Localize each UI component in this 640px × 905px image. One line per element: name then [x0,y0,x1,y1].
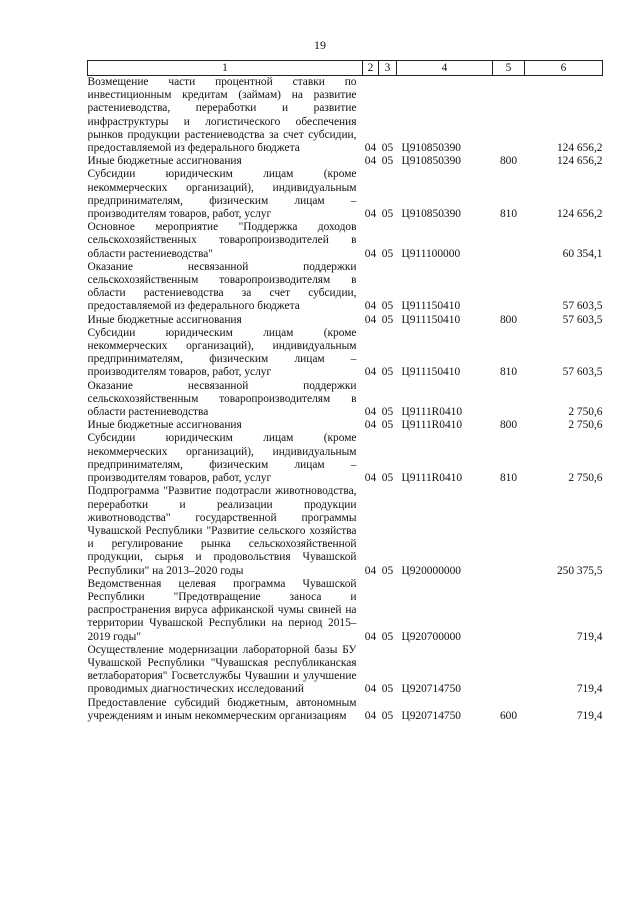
row-section-cell: 04 [364,419,377,432]
row-name-cell: Ведомственная целевая программа Чувашской Республики "Предотвращение заноса и распространения вируса африканской чумы свиней на территории Чувашской Республики на период 2015–2019 годы" [87,577,357,643]
row-name-cell: Субсидии юридическим лицам (кроме некоммерческих организаций), индивидуальным предпринимателям, физическим лицам – производителям товаров, работ, услуг [87,432,357,485]
row-amount-cell: 60 354,1 [562,247,603,260]
budget-table [87,60,603,723]
row-amount-cell: 250 375,5 [556,564,603,577]
column-header-subsection: 3 [379,61,397,76]
row-target-code-cell: Ц910850390 [401,208,461,221]
row-amount-cell: 57 603,5 [562,313,603,326]
row-amount-cell: 2 750,6 [568,472,603,485]
row-subsection-cell: 05 [381,564,394,577]
row-target-code-cell: Ц9111R0410 [401,419,463,432]
row-target-code-cell: Ц911150410 [401,300,461,313]
row-name-cell: Иные бюджетные ассигнования [87,313,242,326]
row-expense-type-cell: 810 [499,472,518,485]
table-row [88,168,603,221]
table-row [88,419,603,432]
row-section-cell: 04 [364,300,377,313]
row-expense-type-cell: 810 [499,366,518,379]
row-section-cell: 04 [364,564,377,577]
row-section-cell: 04 [364,683,377,696]
row-subsection-cell: 05 [381,472,394,485]
row-name-cell: Субсидии юридическим лицам (кроме некоммерческих организаций), индивидуальным предпринимателям, физическим лицам – производителям товаров, работ, услуг [87,326,357,379]
row-section-cell: 04 [364,709,377,722]
row-section-cell: 04 [364,406,377,419]
table-body [88,76,603,723]
table-row [88,432,603,485]
table-row [88,644,603,697]
row-expense-type-cell: 810 [499,208,518,221]
row-target-code-cell: Ц911150410 [401,313,461,326]
row-subsection-cell: 05 [381,406,394,419]
row-expense-type-cell [493,485,525,577]
row-expense-type-cell [493,380,525,420]
row-expense-type-cell [493,578,525,644]
row-section-cell: 04 [364,208,377,221]
row-expense-type-cell [493,221,525,261]
row-target-code-cell: Ц9111R0410 [401,472,463,485]
row-amount-cell: 2 750,6 [568,406,603,419]
row-amount-cell: 57 603,5 [562,300,603,313]
row-target-code-cell: Ц9111R0410 [401,406,463,419]
column-header-amount: 6 [525,61,603,76]
row-section-cell: 04 [364,142,377,155]
row-subsection-cell: 05 [381,313,394,326]
row-section-cell: 04 [364,155,377,168]
column-header-expense-type: 5 [493,61,525,76]
row-section-cell: 04 [364,366,377,379]
row-subsection-cell: 05 [381,683,394,696]
row-target-code-cell: Ц910850390 [401,155,461,168]
row-name-cell: Основное мероприятие "Поддержка доходов сельскохозяйственных товаропроизводителей в области растениеводства" [87,221,357,260]
row-name-cell: Оказание несвязанной поддержки сельскохозяйственным товаропроизводителям в области растениеводства за счет субсидии, предоставляемой из федерального бюджета [87,260,357,313]
column-header-section: 2 [363,61,379,76]
row-subsection-cell: 05 [381,208,394,221]
row-target-code-cell: Ц920714750 [401,709,461,722]
row-amount-cell: 124 656,2 [556,208,603,221]
row-amount-cell: 124 656,2 [556,155,603,168]
row-expense-type-cell [493,76,525,156]
row-subsection-cell: 05 [381,366,394,379]
table-header [88,61,603,76]
header-row [88,61,603,76]
table-row [88,76,603,156]
row-amount-cell: 57 603,5 [562,366,603,379]
row-name-cell: Предоставление субсидий бюджетным, автономным учреждениям и иным некоммерческим организациям [87,696,357,722]
row-name-cell: Подпрограмма "Развитие подотрасли животноводства, переработки и реализации продукции животноводства" государственной программы Чувашской Республики "Развитие сельского хозяйства и регулирование рынка сельскохозяйственной продукции, сырья и продовольствия Чувашской Республики" на 2013–2020 годы [87,485,357,577]
row-target-code-cell: Ц920700000 [401,630,461,643]
table-row [88,155,603,168]
row-amount-cell: 719,4 [576,683,603,696]
column-header-name: 1 [88,61,363,76]
row-target-code-cell: Ц920000000 [401,564,461,577]
row-subsection-cell: 05 [381,300,394,313]
row-subsection-cell: 05 [381,142,394,155]
row-name-cell: Иные бюджетные ассигнования [87,155,242,168]
table-row [88,221,603,261]
row-expense-type-cell [493,644,525,697]
row-section-cell: 04 [364,313,377,326]
row-subsection-cell: 05 [381,709,394,722]
row-section-cell: 04 [364,630,377,643]
row-subsection-cell: 05 [381,630,394,643]
row-name-cell: Субсидии юридическим лицам (кроме некоммерческих организаций), индивидуальным предпринимателям, физическим лицам – производителям товаров, работ, услуг [87,168,357,221]
table-row [88,314,603,327]
row-section-cell: 04 [364,247,377,260]
row-expense-type-cell: 800 [499,419,518,432]
row-target-code-cell: Ц911100000 [401,247,461,260]
table-row [88,327,603,380]
row-name-cell: Осуществление модернизации лабораторной базы БУ Чувашской Республики "Чувашская республиканская ветлаборатория" Госветслужбы Чувашии и улучшение проводимых диагностических исследований [87,643,357,696]
row-amount-cell: 2 750,6 [568,419,603,432]
row-amount-cell: 719,4 [576,630,603,643]
row-subsection-cell: 05 [381,419,394,432]
column-header-target-code: 4 [397,61,493,76]
row-expense-type-cell: 800 [499,155,518,168]
row-subsection-cell: 05 [381,155,394,168]
row-name-cell: Иные бюджетные ассигнования [87,419,242,432]
row-amount-cell: 124 656,2 [556,142,603,155]
row-name-cell: Оказание несвязанной поддержки сельскохозяйственным товаропроизводителям в области растениеводства [87,379,357,419]
row-amount-cell: 719,4 [576,709,603,722]
page-number: 19 [314,38,326,52]
table-row [88,578,603,644]
table-row [88,485,603,577]
row-expense-type-cell [493,261,525,314]
table-row [88,380,603,420]
row-subsection-cell: 05 [381,247,394,260]
row-target-code-cell: Ц911150410 [401,366,461,379]
row-target-code-cell: Ц920714750 [401,683,461,696]
row-expense-type-cell: 600 [499,709,518,722]
table-row [88,697,603,723]
row-expense-type-cell: 800 [499,313,518,326]
table-row [88,261,603,314]
row-target-code-cell: Ц910850390 [401,142,461,155]
row-name-cell: Возмещение части процентной ставки по инвестиционным кредитам (займам) на развитие растениеводства, переработки и развитие инфраструктуры и логистического обеспечения рынков продукции растениеводства за счет субсидии, предоставляемой из федерального бюджета [87,76,357,155]
row-section-cell: 04 [364,472,377,485]
